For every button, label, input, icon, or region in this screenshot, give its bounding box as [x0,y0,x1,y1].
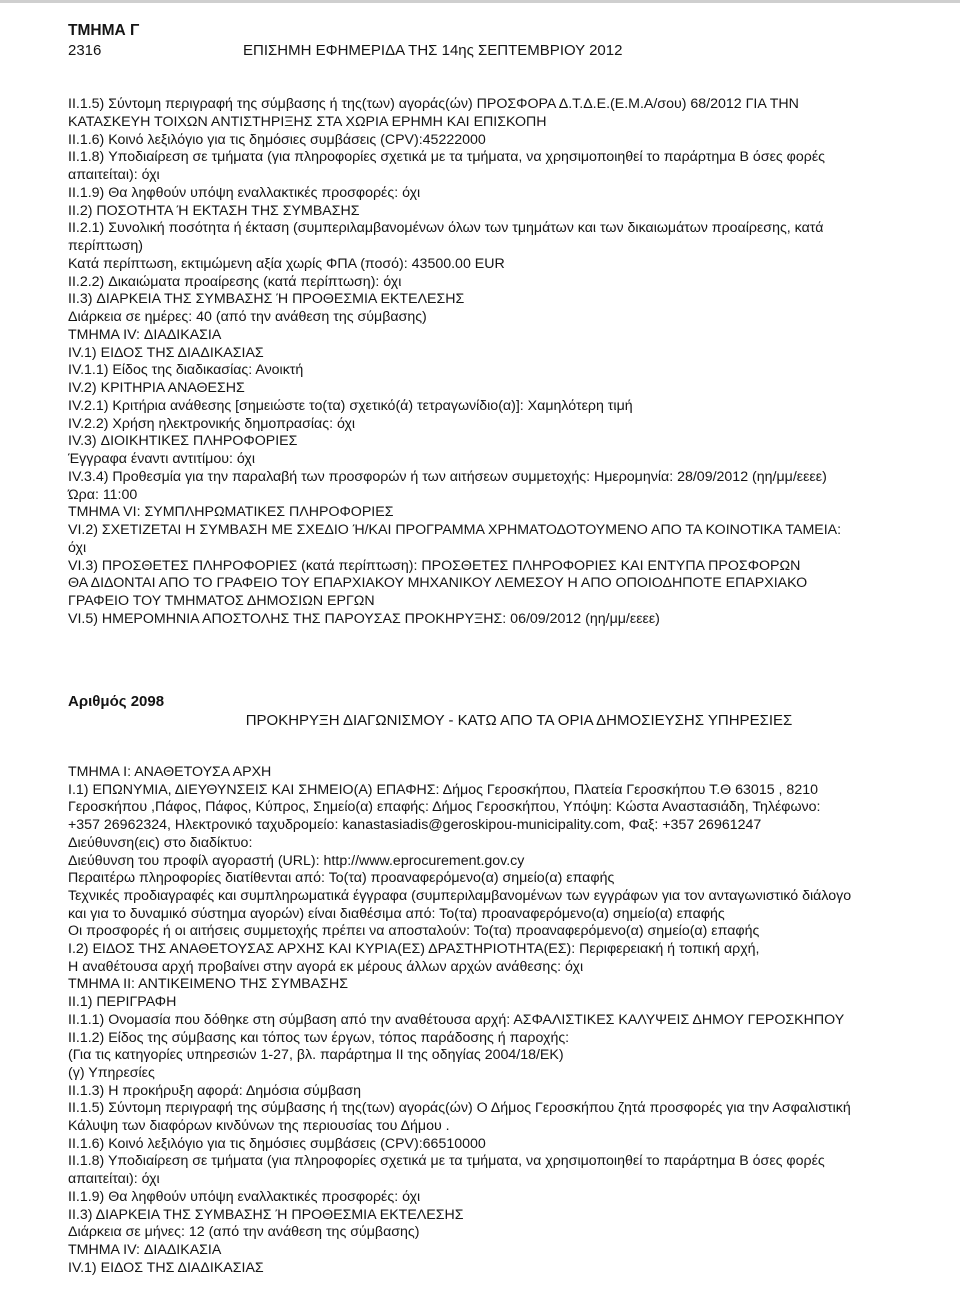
text-line: Κάλυψη των διαφόρων κινδύνων της περιουσίας του Δήμου . [68,1118,450,1135]
text-line: II.2.2) Δικαιώματα προαίρεσης (κατά περίπτωση): όχι [68,273,402,290]
text-line: ΙΙ.1.6) Κοινό λεξιλόγιο για τις δημόσιες συμβάσεις (CPV):66510000 [68,1135,486,1152]
text-line: II.1.5) Σύντομη περιγραφή της σύμβασης ή της(των) αγοράς(ών) ΠΡΟΣΦΟΡΑ Δ.Τ.Δ.Ε.(Ε.Μ.Α/σου) 68/2012 ΓΙΑ ΤΗΝ [68,96,799,112]
text-line: και για το δυναμικό σύστημα αγορών) είναι διαθέσιμα από: Το(τα) προαναφερόμενο(α) σημείο(α) επαφής [68,905,725,922]
text-line: ΙΙ.1.9) Θα ληφθούν υπόψη εναλλακτικές προσφορές: όχι [68,1188,421,1205]
text-line: IV.3) ΔΙΟΙΚΗΤΙΚΕΣ ΠΛΗΡΟΦΟΡΙΕΣ [68,433,298,450]
announcement-title: ΠΡΟΚΗΡΥΞΗ ΔΙΑΓΩΝΙΣΜΟΥ - ΚΑΤΩ ΑΠΟ ΤΑ ΟΡΙΑ ΔΗΜΟΣΙΕΥΣΗΣ ΥΠΗΡΕΣΙΕΣ [245,712,793,729]
gazette-title: ΕΠΙΣΗΜΗ ΕΦΗΜΕΡΙΔΑ ΤΗΣ 14ης ΣΕΠΤΕΜΒΡΙΟΥ 2012 [243,42,623,59]
text-line: ΙΙ.1.3) Η προκήρυξη αφορά: Δημόσια σύμβαση [68,1082,361,1099]
text-line: (γ) Υπηρεσίες [68,1064,155,1081]
text-line: II.2) ΠΟΣΟΤΗΤΑ Ή ΕΚΤΑΣΗ ΤΗΣ ΣΥΜΒΑΣΗΣ [68,202,360,219]
text-line: ΙΙ.3) ΔΙΑΡΚΕΙΑ ΤΗΣ ΣΥΜΒΑΣΗΣ Ή ΠΡΟΘΕΣΜΙΑ ΕΚΤΕΛΕΣΗΣ [68,1206,464,1223]
text-line: IV.1.1) Είδος της διαδικασίας: Ανοικτή [68,362,304,379]
announcement-number: Αριθμός 2098 [68,693,165,710]
text-line: ΤΜΗΜΑ IV: ΔΙΑΔΙΚΑΣΙΑ [68,1241,222,1258]
text-line: ΙΙ.1.2) Είδος της σύμβασης και τόπος των έργων, τόπος παράδοσης ή παροχής: [68,1029,570,1046]
text-line: (Για τις κατηγορίες υπηρεσιών 1-27, βλ. παράρτημα ΙΙ της οδηγίας 2004/18/ΕΚ) [68,1047,564,1064]
text-line: Γεροσκήπου ,Πάφος, Πάφος, Κύπρος, Σημείο(α) επαφής: Δήμος Γεροσκήπου, Υπόψη: Κώστα Αναστασιάδη, Τηλέφωνο: [68,799,821,816]
text-line: II.3) ΔΙΑΡΚΕΙΑ ΤΗΣ ΣΥΜΒΑΣΗΣ Ή ΠΡΟΘΕΣΜΙΑ ΕΚΤΕΛΕΣΗΣ [68,291,465,308]
text-line: ΤΜΗΜΑ ΙΙ: ΑΝΤΙΚΕΙΜΕΝΟ ΤΗΣ ΣΥΜΒΑΣΗΣ [68,976,348,993]
scan-edge-line [0,0,960,3]
text-line: Διάρκεια σε ημέρες: 40 (από την ανάθεση της σύμβασης) [68,309,427,325]
text-line: Διεύθυνση(εις) στο διαδίκτυο: [68,834,253,851]
text-line: ΘΑ ΔΙΔΟΝΤΑΙ ΑΠΟ ΤΟ ΓΡΑΦΕΙΟ ΤΟΥ ΕΠΑΡΧΙΑΚΟΥ ΜΗΧΑΝΙΚΟΥ ΛΕΜΕΣΟΥ Η ΑΠΟ ΟΠΟΙΟΔΗΠΟΤΕ ΕΠΑΡΧΙΑΚΟ [68,575,808,592]
text-line: VI.3) ΠΡΟΣΘΕΤΕΣ ΠΛΗΡΟΦΟΡΙΕΣ (κατά περίπτωση): ΠΡΟΣΘΕΤΕΣ ΠΛΗΡΟΦΟΡΙΕΣ ΚΑΙ ΕΝΤΥΠΑ ΠΡΟΣΦΟΡΩΝ [68,557,801,574]
text-line: Διάρκεια σε μήνες: 12 (από την ανάθεση της σύμβασης) [68,1224,420,1241]
text-line: ΙΙ.1.1) Ονομασία που δόθηκε στη σύμβαση από την αναθέτουσα αρχή: ΑΣΦΑΛΙΣΤΙΚΕΣ ΚΑΛΥΨΕΙΣ ΔΗΜΟΥ ΓΕΡΟΣΚΗΠΟΥ [68,1011,845,1028]
page-header [68,22,928,60]
text-line: απαιτείται): όχι [68,167,160,183]
text-line: περίπτωση) [68,238,143,254]
text-line: VI.2) ΣΧΕΤΙΖΕΤΑΙ Η ΣΥΜΒΑΣΗ ΜΕ ΣΧΕΔΙΟ Ή/ΚΑΙ ΠΡΟΓΡΑΜΜΑ ΧΡΗΜΑΤΟΔΟΤΟΥΜΕΝΟ ΑΠΟ ΤΑ ΚΟΙΝΟΤΙΚΑ ΤΑΜΕΙΑ: [68,522,842,538]
text-line: ΚΑΤΑΣΚΕΥΗ ΤΟΙΧΩΝ ΑΝΤΙΣΤΗΡΙΞΗΣ ΣΤΑ ΧΩΡΙΑ ΕΡΗΜΗ ΚΑΙ ΕΠΙΣΚΟΠΗ [68,113,547,130]
text-line: Οι προσφορές ή οι αιτήσεις συμμετοχής πρέπει να αποσταλούν: Το(τα) προαναφερόμενο(α) σημείο(α) επαφής [68,923,760,940]
text-line: IV.3.4) Προθεσμία για την παραλαβή των προσφορών ή των αιτήσεων συμμετοχής: Ημερομηνία: 28/09/2012 (ηη/μμ/εεεε) [68,468,827,485]
text-line: Ι.1) ΕΠΩΝΥΜΙΑ, ΔΙΕΥΘΥΝΣΕΙΣ ΚΑΙ ΣΗΜΕΙΟ(Α) ΕΠΑΦΗΣ: Δήμος Γεροσκήπου, Πλατεία Γεροσκήπου Τ.Θ 63015 , 8210 [68,781,818,798]
text-line: ΙΙ.1.8) Υποδιαίρεση σε τμήματα (για πληροφορίες σχετικά με τα τμήματα, να χρησιμοποιηθεί το παράρτημα Β όσες φορές [68,1153,825,1170]
text-line: IV.1) ΕΙΔΟΣ ΤΗΣ ΔΙΑΔΙΚΑΣΙΑΣ [68,1259,264,1276]
text-line: ΤΜΗΜΑ IV: ΔΙΑΔΙΚΑΣΙΑ [68,326,222,343]
text-line: Η αναθέτουσα αρχή προβαίνει στην αγορά εκ μέρους άλλων αρχών ανάθεσης: όχι [68,958,584,975]
text-line: ΤΜΗΜΑ VI: ΣΥΜΠΛΗΡΩΜΑΤΙΚΕΣ ΠΛΗΡΟΦΟΡΙΕΣ [68,504,394,521]
text-line: Τεχνικές προδιαγραφές και συμπληρωματικά έγγραφα (συμπεριλαμβανομένων των εγγράφων για τον ανταγωνιστικό διάλογο [68,887,852,904]
tender-notice-body [68,764,930,1277]
text-line: IV.2.2) Χρήση ηλεκτρονικής δημοπρασίας: όχι [68,415,356,432]
text-line: ΓΡΑΦΕΙΟ ΤΟΥ ΤΜΗΜΑΤΟΣ ΔΗΜΟΣΙΩΝ ΕΡΓΩΝ [68,593,375,609]
text-line: IV.1) ΕΙΔΟΣ ΤΗΣ ΔΙΑΔΙΚΑΣΙΑΣ [68,344,264,361]
text-line: IV.2.1) Κριτήρια ανάθεσης [σημειώστε το(τα) σχετικό(ά) τετραγωνίδιο(α)]: Χαμηλότερη τιμή [68,397,633,414]
text-line: +357 26962324, Ηλεκτρονικό ταχυδρομείο: kanastasiadis@geroskipou-municipality.com, Φαξ: +357 26961247 [68,817,762,834]
text-line: IV.2) ΚΡΙΤΗΡΙΑ ΑΝΑΘΕΣΗΣ [68,380,245,396]
header-row [68,42,928,60]
text-line: VI.5) ΗΜΕΡΟΜΗΝΙΑ ΑΠΟΣΤΟΛΗΣ ΤΗΣ ΠΑΡΟΥΣΑΣ ΠΡΟΚΗΡΥΞΗΣ: 06/09/2012 (ηη/μμ/εεεε) [68,610,660,627]
text-line: ΙΙ.1) ΠΕΡΙΓΡΑΦΗ [68,994,177,1011]
text-line: Διεύθυνση του προφίλ αγοραστή (URL): http://www.eprocurement.gov.cy [68,852,525,869]
text-line: Κατά περίπτωση, εκτιμώμενη αξία χωρίς ΦΠΑ (ποσό): 43500.00 EUR [68,255,505,272]
text-line: ΤΜΗΜΑ Ι: ΑΝΑΘΕΤΟΥΣΑ ΑΡΧΗ [68,764,272,780]
section-label: ΤΜΗΜΑ Γ [68,22,140,39]
text-line: όχι [68,539,87,556]
previous-notice-continuation [68,96,930,629]
text-line: απαιτείται): όχι [68,1171,160,1188]
text-line: II.1.9) Θα ληφθούν υπόψη εναλλακτικές προσφορές: όχι [68,184,421,201]
text-line: Ώρα: 11:00 [68,486,138,503]
text-line: Έγγραφα έναντι αντιτίμου: όχι [68,451,255,467]
text-line: II.1.6) Κοινό λεξιλόγιο για τις δημόσιες συμβάσεις (CPV):45222000 [68,131,486,148]
text-line: Ι.2) ΕΙΔΟΣ ΤΗΣ ΑΝΑΘΕΤΟΥΣΑΣ ΑΡΧΗΣ ΚΑΙ ΚΥΡΙΑ(ΕΣ) ΔΡΑΣΤΗΡΙΟΤΗΤΑ(ΕΣ): Περιφερειακή ή τοπική αρχή, [68,941,760,958]
text-line: Περαιτέρω πληροφορίες διατίθενται από: Το(τα) προαναφερόμενο(α) σημείο(α) επαφής [68,870,615,887]
text-line: II.2.1) Συνολική ποσότητα ή έκταση (συμπεριλαμβανομένων όλων των τμημάτων και των δικαιωμάτων προαίρεσης, κατά [68,220,824,237]
text-line: ΙΙ.1.5) Σύντομη περιγραφή της σύμβασης ή της(των) αγοράς(ών) Ο Δήμος Γεροσκήπου ζητά προσφορές για την Ασφαλιστική [68,1100,851,1117]
page-number: 2316 [68,42,102,59]
text-line: II.1.8) Υποδιαίρεση σε τμήματα (για πληροφορίες σχετικά με τα τμήματα, να χρησιμοποιηθεί το παράρτημα Β όσες φορές [68,149,825,166]
